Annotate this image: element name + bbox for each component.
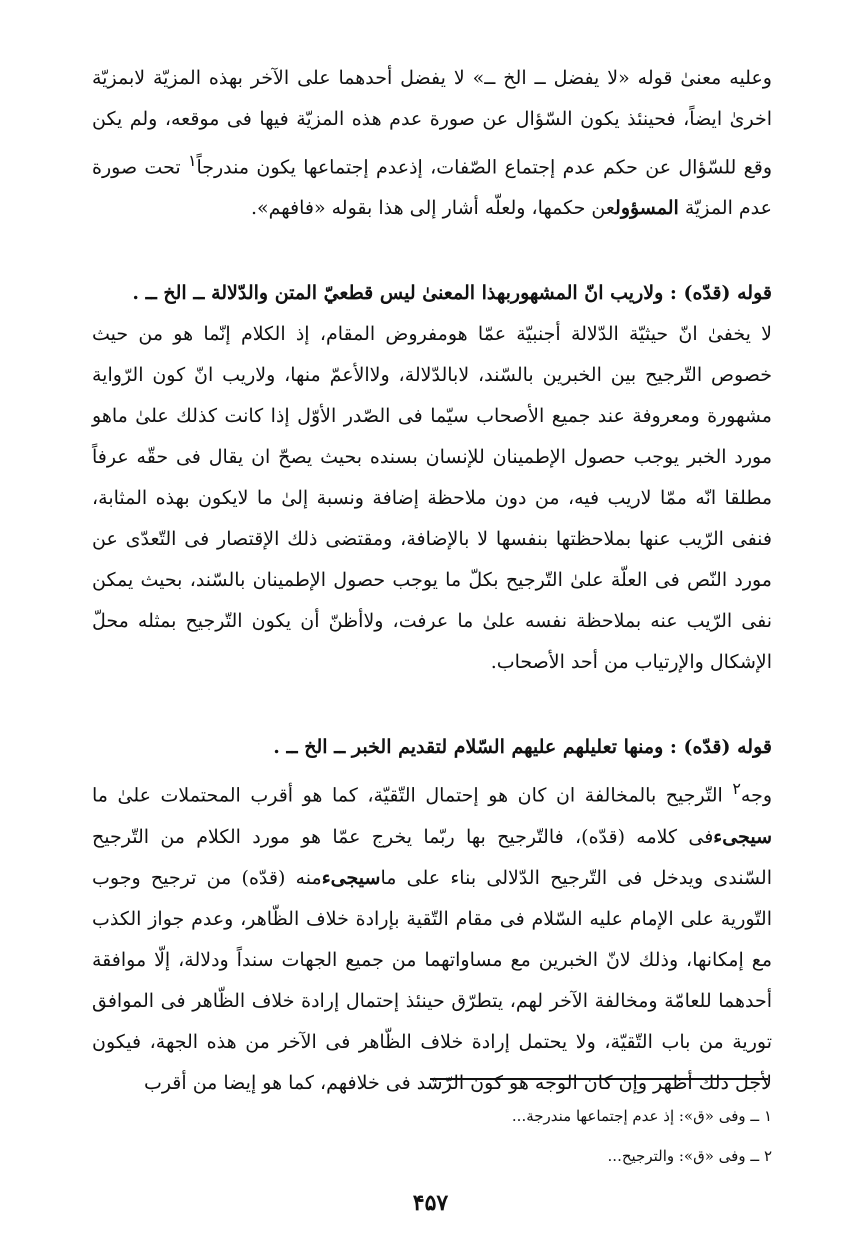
section-heading-1: قوله (قدّه) : ولاريب انّ المشهوربهذا المعنىٰ ليس قطعيّ المتن والدّلالة ــ الخ ــ . (132, 282, 772, 305)
footnote-mark-1: ١ (187, 151, 197, 170)
paragraph-3-bold-1: سيجىء (713, 825, 772, 848)
footnotes (92, 1096, 772, 1176)
paragraph-2: لا يخفىٰ انّ حيثيّة الدّلالة أجنبيّة عمّا هومفروض المقام، إذ الكلام إنّما هو من حيث خصوص التّرجيح بين الخبرين بالسّند، لابالدّلالة، ولاالأعمّ منها، ولاريب انّ كون الرّواية مشهورة ومعروفة عند جميع الأصحاب سيّما فى الصّدر الأوّل إذا كانت كذلك علىٰ ماهو مورد الخبر يوجب حصول الإطمينان للإنسان بسنده بحيث يصحّ ان يقال فى حقّه عرفاً مطلقا انّه ممّا لاريب فيه، من دون ملاحظة إضافة ونسبة إلىٰ ما لايكون بهذه المثابة، فنفى الرّيب عنها بملاحظتها بنفسها لا بالإضافة، ومقتضى ذلك الإقتصار فى التّعدّى عن مورد النّص فى العلّة علىٰ التّرجيح بكلّ ما يوجب حصول الإطمينان بالسّند، بحيث يمكن نفى الرّيب عنه بملاحظة نفسه علىٰ ما عرفت، ولاأظنّ أن يكون التّرجيح بمثله محلّ الإشكال والإرتياب من أحد الأصحاب. (92, 323, 772, 674)
paragraph-3-start: وجه (740, 784, 772, 807)
paragraph-3-c: منه (قدّه) من ترجيح وجوب التّورية على الإمام عليه السّلام فى مقام التّقية بإرادة خلاف الظّاهر، وعدم جواز الكذب مع إمكانها، وذلك لانّ الخبرين مع مساواتهما من جميع الجهات سنداً ودلالة، إلّا موافقة أحدهما للعامّة ومخالفة الآخر لهم، يتطرّق حينئذ إحتمال إرادة خلاف الظّاهر فى الموافق تورية من باب التّقيّة، ولا يحتمل إرادة خلاف الظّاهر فى الآخر من هذه الجهة، فيكون لأجل ذلك أظهر وإن كان الوجه هو كون الرّشد فى خلافهم، كما هو إيضا من أقرب (92, 866, 772, 1094)
paragraph-1-text: وعليه معنىٰ قوله «لا يفضل ــ الخ ــ» لا يفضل أحدهما على الآخر بهذه المزيّة لابمزيّة اخرىٰ ايضاً، فحينئذ يكون السّؤال عن صورة عدم هذه المزيّة فيها فى موقعه، ولم يكن وقع للسّؤال عن حكم عدم إجتماع الصّفات، إذعدم إجتماعها يكون مندرجاً (92, 67, 772, 179)
section-heading-2: قوله (قدّه) : ومنها تعليلهم عليهم السّلام لتقديم الخبر ــ الخ ــ . (273, 736, 772, 759)
page-body (92, 58, 772, 1104)
footnote-mark-2: ٢ (732, 779, 741, 799)
paragraph-3-b: فى كلامه (قدّه)، فالتّرجيح بها ربّما يخرج عمّا هو مورد الكلام من التّرجيح السّندى ويدخل فى التّرجيح الدّلالى بناء على ما (92, 825, 772, 889)
paragraph-1 (92, 58, 772, 229)
paragraph-3-a: التّرجيح بالمخالفة ان كان هو إحتمال التّقيّة، كما هو أقرب المحتملات علىٰ ما (92, 784, 733, 807)
paragraph-1-bold: المسؤول (615, 197, 679, 220)
paragraph-1-cont: تحت صورة عدم المزيّة (92, 156, 772, 220)
page-number: ۴۵۷ (412, 1190, 449, 1216)
paragraph-1-end: عن حكمها، ولعلّه أشار إلى هذا بقوله «فافهم». (250, 197, 616, 220)
footnote-2: ٢ ــ وفى «ق»: والترجيح... (607, 1147, 772, 1165)
paragraph-3 (92, 768, 772, 1103)
paragraph-3-bold-2: سيجىء (321, 866, 381, 889)
footnote-divider (430, 1078, 768, 1080)
footnote-1: ١ ــ وفى «ق»: إذ عدم إجتماعها مندرجة... (511, 1107, 772, 1125)
